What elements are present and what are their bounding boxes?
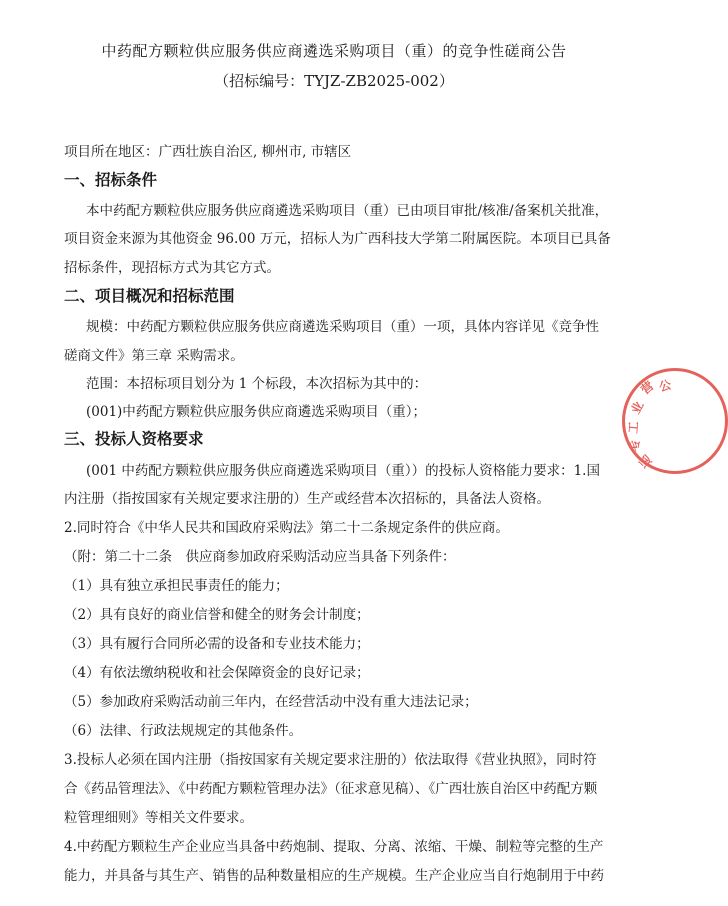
seal-char-5: 运 — [636, 451, 655, 471]
section3-line-12: 合《药品管理法》、《中药配方颗粒管理办法》（征求意见稿）、《广西壮族自治区中药配方颗 — [64, 781, 598, 797]
seal-char-1: 营 — [638, 378, 657, 398]
section3-line-1: (001 中药配方颗粒供应服务供应商遴选采购项目（重））的投标人资格能力要求：1.国 — [86, 463, 600, 479]
section1-line-3: 招标条件，现招标方式为其它方式。 — [64, 260, 280, 276]
official-seal — [622, 368, 728, 474]
section2-line-2: 磋商文件》第三章 采购需求。 — [64, 348, 244, 364]
section3-line-2: 内注册（指按国家有关规定要求注册的）生产或经营本次招标的，具备法人资格。 — [64, 491, 550, 507]
section2-line-4: (001)中药配方颗粒供应服务供应商遴选采购项目（重）； — [86, 404, 427, 420]
section3-line-6: （2）具有良好的商业信誉和健全的财务会计制度； — [64, 607, 370, 623]
section3-line-5: （1）具有独立承担民事责任的能力； — [64, 578, 289, 594]
section1-line-2: 项目资金来源为其他资金 96.00 万元，招标人为广西科技大学第二附属医院。本项目已具备 — [64, 231, 611, 247]
project-location: 项目所在地区：广西壮族自治区, 柳州市, 市辖区 — [64, 144, 352, 160]
section3-line-7: （3）具有履行合同所必需的设备和专业技术能力； — [64, 636, 370, 652]
section3-line-15: 能力，并具备与其生产、销售的品种数量相应的生产规模。生产企业应当自行炮制用于中药 — [64, 868, 604, 884]
seal-char-4: 专 — [626, 437, 645, 454]
bid-number: （招标编号：TYJZ-ZB2025-002） — [214, 72, 454, 90]
seal-char-6: 公 — [657, 377, 673, 395]
section3-line-4: （附：第二十二条 供应商参加政府采购活动应当具备下列条件： — [64, 549, 456, 565]
section3-line-13: 粒管理细则》等相关文件要求。 — [64, 810, 253, 826]
section2-line-3: 范围：本招标项目划分为 1 个标段，本次招标为其中的： — [86, 376, 428, 392]
section-heading-2: 二、项目概况和招标范围 — [64, 286, 235, 305]
section2-line-1: 规模：中药配方颗粒供应服务供应商遴选采购项目（重）一项，具体内容详见《竞争性 — [86, 319, 599, 335]
section3-line-9: （5）参加政府采购活动前三年内，在经营活动中没有重大违法记录； — [64, 694, 478, 710]
section3-line-10: （6）法律、行政法规规定的其他条件。 — [64, 723, 303, 739]
section3-line-11: 3.投标人必须在国内注册（指按国家有关规定要求注册的）依法取得《营业执照》，同时符 — [64, 752, 597, 768]
page-title: 中药配方颗粒供应服务供应商遴选采购项目（重）的竞争性磋商公告 — [101, 42, 567, 60]
section-heading-1: 一、招标条件 — [64, 170, 158, 189]
section3-line-8: （4）有依法缴纳税收和社会保障资金的良好记录； — [64, 665, 370, 681]
section1-line-1: 本中药配方颗粒供应服务供应商遴选采购项目（重）已由项目审批/核准/备案机关批准， — [86, 203, 609, 219]
seal-char-3: 工 — [626, 420, 642, 435]
section-heading-3: 三、投标人资格要求 — [64, 429, 204, 448]
seal-char-2: 业 — [628, 399, 647, 417]
section3-line-3: 2.同时符合《中华人民共和国政府采购法》第二十二条规定条件的供应商。 — [64, 520, 509, 536]
section3-line-14: 4.中药配方颗粒生产企业应当具备中药炮制、提取、分离、浓缩、干燥、制粒等完整的生产 — [64, 839, 604, 855]
